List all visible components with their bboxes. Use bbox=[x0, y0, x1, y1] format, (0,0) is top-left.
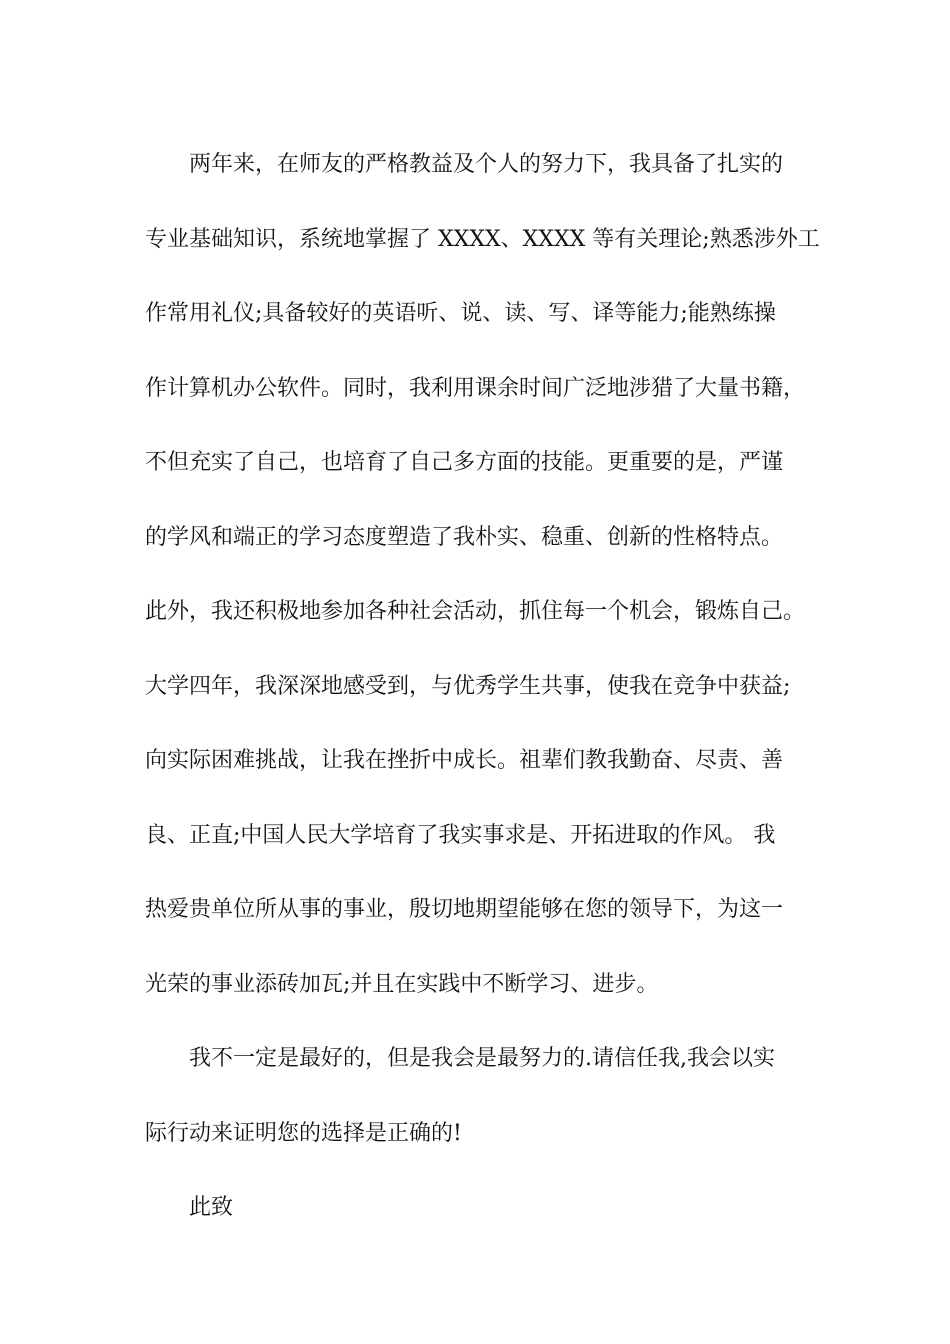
closing-salutation: 此致 bbox=[189, 1195, 234, 1220]
paragraph-1-line-6: 的学风和端正的学习态度塑造了我朴实、稳重、创新的性格特点。 bbox=[145, 524, 784, 550]
paragraph-1-line-8: 大学四年，我深深地感受到，与优秀学生共事，使我在竞争中获益; bbox=[145, 673, 791, 699]
paragraph-1-line-9: 向实际困难挑战，让我在挫折中成长。祖辈们教我勤奋、尽责、善 bbox=[145, 748, 784, 773]
paragraph-1-line-4: 作计算机办公软件。同时，我利用课余时间广泛地涉猎了大量书籍， bbox=[145, 375, 806, 401]
letter-body bbox=[145, 128, 845, 1246]
paragraph-1-line-5: 不但充实了自己，也培育了自己多方面的技能。更重要的是，严谨 bbox=[145, 450, 784, 475]
paragraph-1-line-2: 专业基础知识，系统地掌握了 XXXX、XXXX 等有关理论;熟悉涉外工 bbox=[145, 226, 820, 252]
paragraph-1-line-1: 两年来，在师友的严格教益及个人的努力下，我具备了扎实的 bbox=[189, 152, 784, 177]
paragraph-2-line-2: 际行动来证明您的选择是正确的! bbox=[145, 1120, 462, 1146]
paragraph-1-line-3: 作常用礼仪;具备较好的英语听、说、读、写、译等能力;能熟练操 bbox=[145, 301, 776, 326]
paragraph-1-line-12: 光荣的事业添砖加瓦;并且在实践中不断学习、进步。 bbox=[145, 971, 659, 997]
paragraph-1-line-11: 热爱贵单位所从事的事业，殷切地期望能够在您的领导下，为这一 bbox=[145, 897, 784, 922]
paragraph-1-line-7: 此外，我还积极地参加各种社会活动，抓住每一个机会，锻炼自己。 bbox=[145, 599, 806, 624]
paragraph-1-line-10: 良、正直;中国人民大学培育了我实事求是、开拓进取的作风。 我 bbox=[145, 822, 776, 848]
paragraph-2-line-1: 我不一定是最好的，但是我会是最努力的.请信任我,我会以实 bbox=[189, 1046, 775, 1071]
